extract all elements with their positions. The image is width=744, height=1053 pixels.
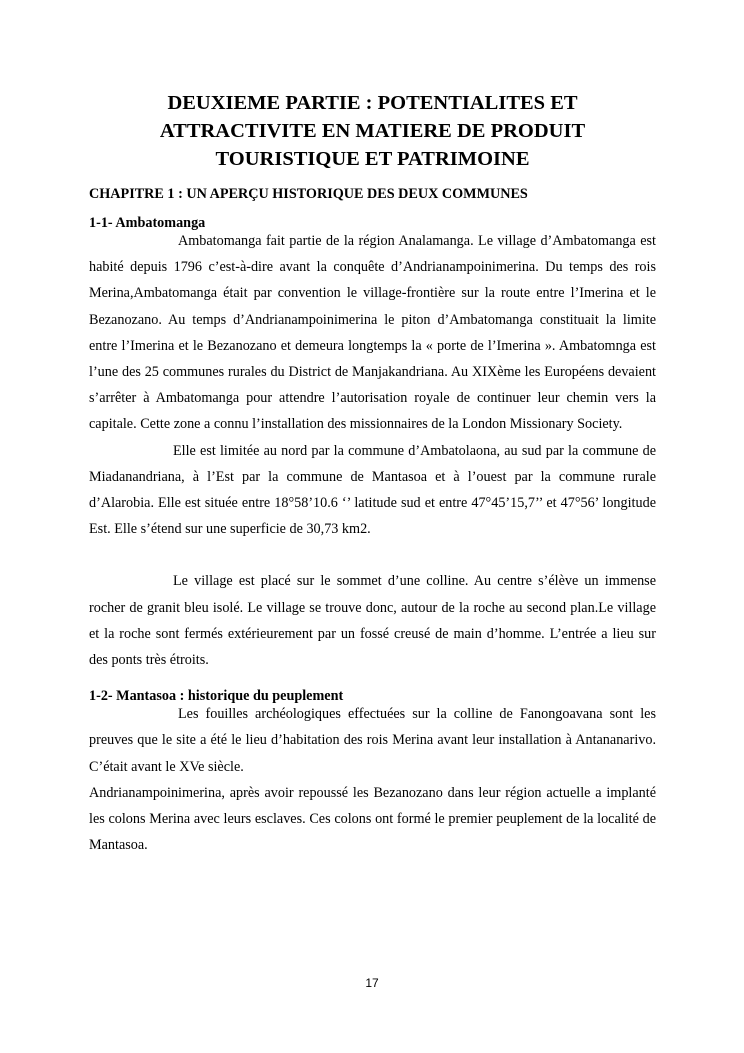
paragraph: Elle est limitée au nord par la commune d’Ambatolaona, au sud par la commune de Miadanandriana, à l’Est par la commune de Mantasoa et à l’ouest par la commune rurale d’Alarobia. Elle est située entre 18°58’10.6 ‘’ latitude sud et entre 47°45’15,7’’ et 47°56’ longitude Est. Elle s’étend sur une superficie de 30,73 km2. bbox=[89, 442, 656, 538]
part-title: DEUXIEME PARTIE : POTENTIALITES ET ATTRACTIVITE EN MATIERE DE PRODUIT TOURISTIQUE ET PATRIMOINE bbox=[159, 92, 586, 170]
chapter-title: CHAPITRE 1 : UN APERÇU HISTORIQUE DES DEUX COMMUNES bbox=[89, 186, 528, 202]
section-title: 1-2- Mantasoa : historique du peuplement bbox=[89, 688, 344, 705]
page-content bbox=[89, 89, 656, 858]
paragraph: Ambatomanga fait partie de la région Analamanga. Le village d’Ambatomanga est habité depuis 1796 c’est-à-dire avant la conquête d’Andrianampoinimerina. Du temps des rois Merina,Ambatomanga était par convention le village-frontière sur la route entre l’Imerina et le Bezanozano. Au temps d’Andrianampoinimerina le piton d’Ambatomanga constituait la limite entre l’Imerina et le Bezanozano et demeura longtemps la « porte de l’Imerina ». Ambatomnga est l’une des 25 communes rurales du District de Manjakandriana. Au XIXème les Européens devaient s’arrêter à Ambatomanga pour attendre l’autorisation royale de continuer leur chemin vers la capitale. Cette zone a connu l’installation des missionnaires de la London Missionary Society. bbox=[89, 233, 656, 433]
paragraph: Andrianampoinimerina, après avoir repoussé les Bezanozano dans leur région actuelle a implanté les colons Merina avec leurs esclaves. Ces colons ont formé le premier peuplement de la localité de Mantasoa. bbox=[89, 784, 656, 854]
section-mantasoa bbox=[89, 687, 656, 858]
page-number: 17 bbox=[365, 976, 379, 990]
section-ambatomanga bbox=[89, 214, 656, 673]
paragraph: Les fouilles archéologiques effectuées sur la colline de Fanongoavana sont les preuves que le site a été le lieu d’habitation des rois Merina avant leur installation à Antananarivo. C’était avant le XVe siècle. bbox=[89, 706, 656, 775]
paragraph: Le village est placé sur le sommet d’une colline. Au centre s’élève un immense rocher de granit bleu isolé. Le village se trouve donc, autour de la roche au second plan.Le village et la roche sont fermés extérieurement par un fossé creusé de main d’homme. L’entrée a lieu sur des ponts très étroits. bbox=[89, 573, 656, 669]
section-title: 1-1- Ambatomanga bbox=[89, 215, 206, 231]
